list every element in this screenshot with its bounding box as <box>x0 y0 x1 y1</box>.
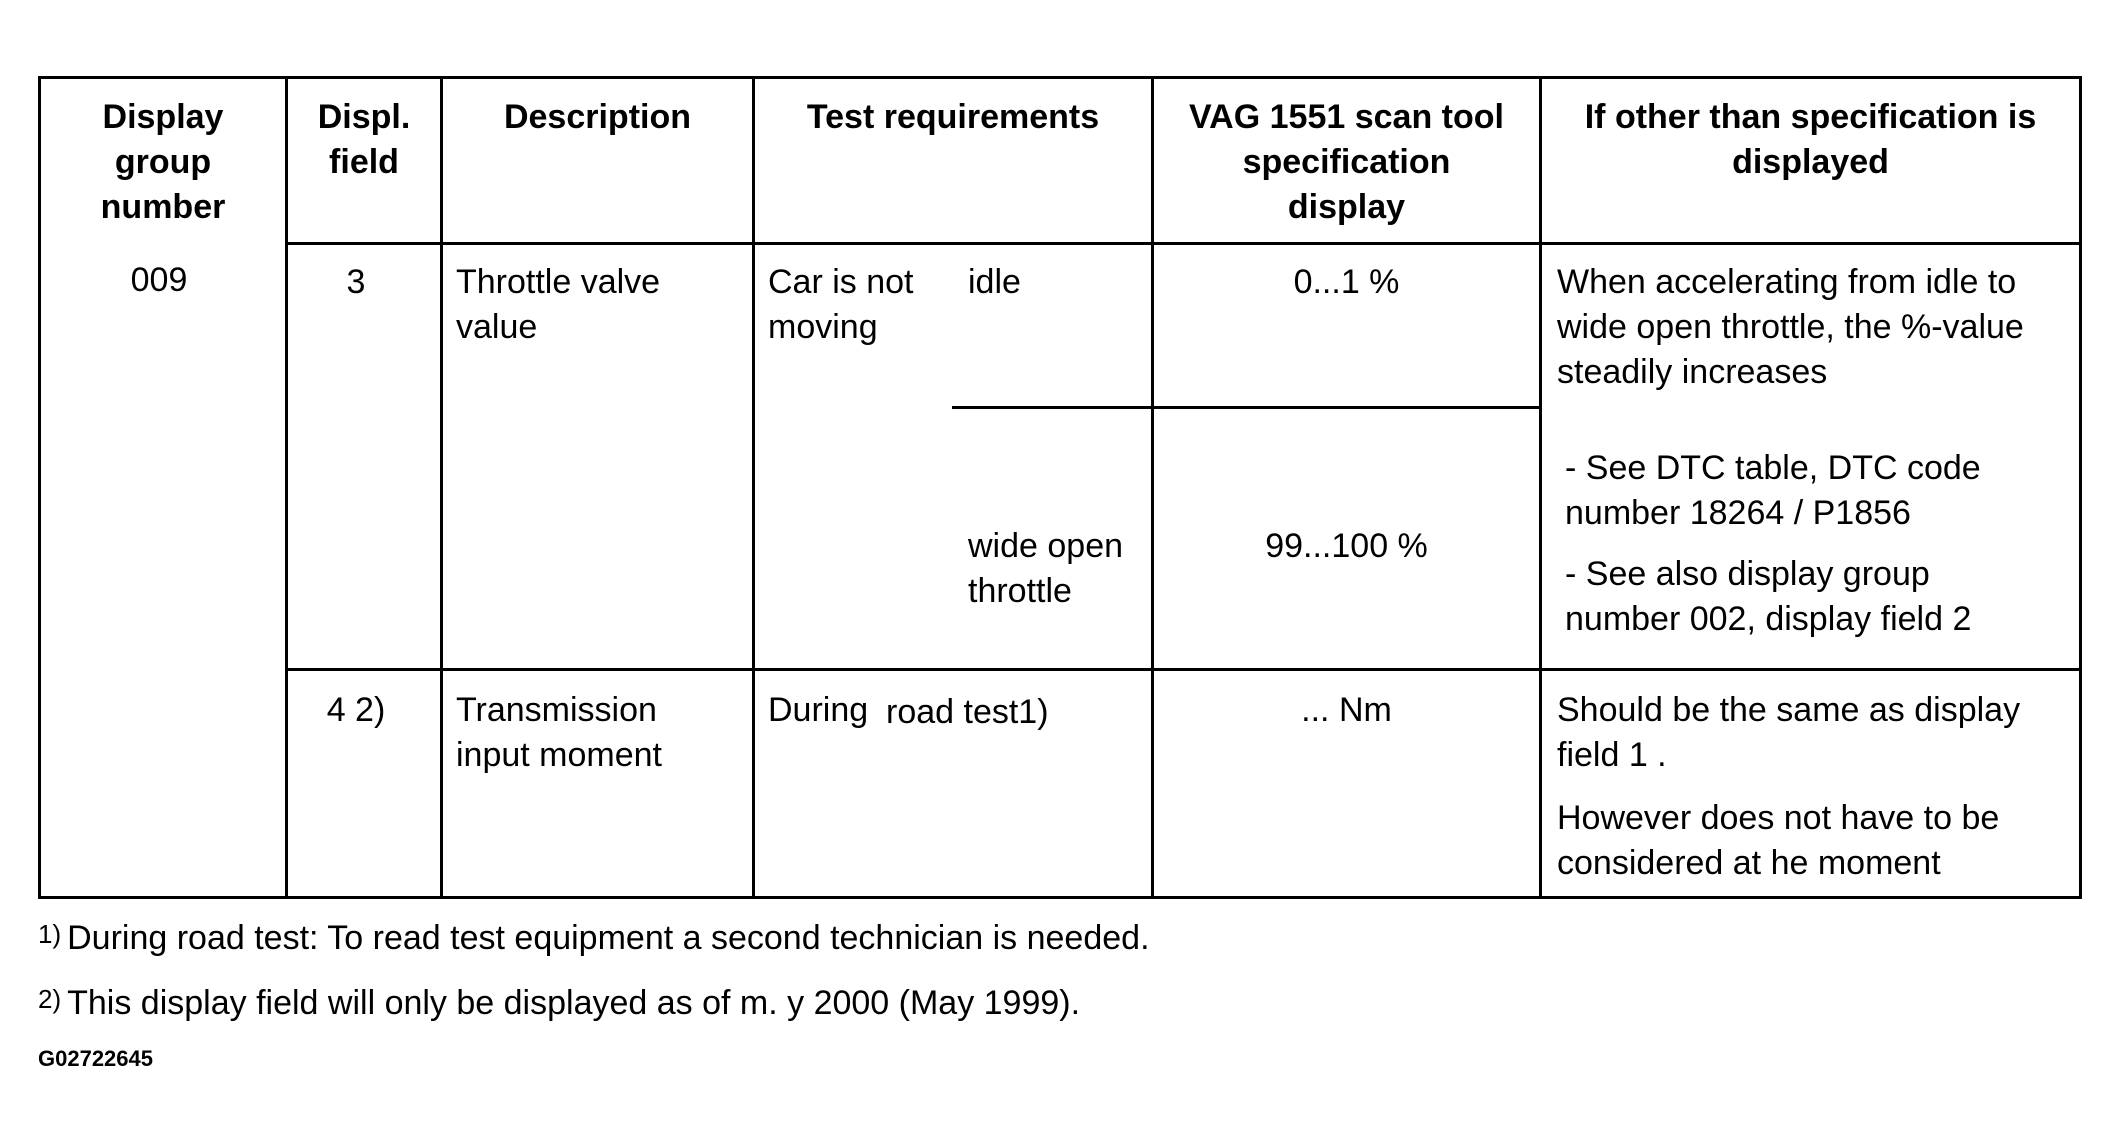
remedy-text: When accelerating from idle to wide open throttle, the %-value steadily increases <box>1557 263 2024 391</box>
column-divider <box>1539 76 1542 899</box>
test-state-wide-open: wide open throttle <box>968 527 1124 610</box>
header-displ-field: Displ. field <box>317 98 411 181</box>
footnote <box>38 981 1080 1028</box>
description-cell: Transmission input moment <box>456 691 662 774</box>
test-state-idle: idle <box>968 263 1021 301</box>
header-divider <box>285 242 2082 245</box>
remedy-item: - See also display group number 002, display field 2 <box>1565 555 1972 638</box>
test-condition-rest: road test1) <box>886 693 1049 731</box>
header-test-requirements: Test requirements <box>806 98 1100 136</box>
footnote-text: During road test: To read test equipment a second technician is needed. <box>67 919 1150 957</box>
footnote-text: This display field will only be displayed as of m. y 2000 (May 1999). <box>67 984 1081 1022</box>
display-group-number: 009 <box>130 261 188 299</box>
spec-value-idle: 0...1 % <box>1293 263 1400 301</box>
display-field-number: 3 <box>346 263 366 301</box>
row-divider <box>285 668 2082 671</box>
column-divider <box>440 76 443 899</box>
sub-row-divider <box>952 406 1539 409</box>
footnote-mark: 1) <box>38 919 62 949</box>
remedy-item: - See DTC table, DTC code number 18264 / P1856 <box>1565 449 1981 532</box>
column-divider <box>285 76 288 899</box>
header-display-group: Display group number <box>100 98 226 226</box>
spec-value-wide-open: 99...100 % <box>1265 527 1428 565</box>
footnote-mark: 2) <box>38 984 62 1014</box>
spec-value-torque: ... Nm <box>1301 691 1392 729</box>
figure-code: G02722645 <box>38 1046 153 1071</box>
footnote <box>38 916 1150 963</box>
test-condition-prefix: During <box>768 691 869 729</box>
header-description: Description <box>503 98 692 136</box>
header-specification: VAG 1551 scan tool specification display <box>1189 98 1504 226</box>
description-cell: Throttle valve value <box>456 263 661 346</box>
test-condition: Car is not moving <box>768 263 914 346</box>
remedy-item: Should be the same as display field 1 . <box>1557 691 2021 774</box>
column-divider <box>752 76 755 899</box>
display-field-number: 4 2) <box>326 691 386 729</box>
remedy-item: However does not have to be considered at he moment <box>1557 799 2000 882</box>
header-if-other: If other than specification is displayed <box>1584 98 2037 181</box>
